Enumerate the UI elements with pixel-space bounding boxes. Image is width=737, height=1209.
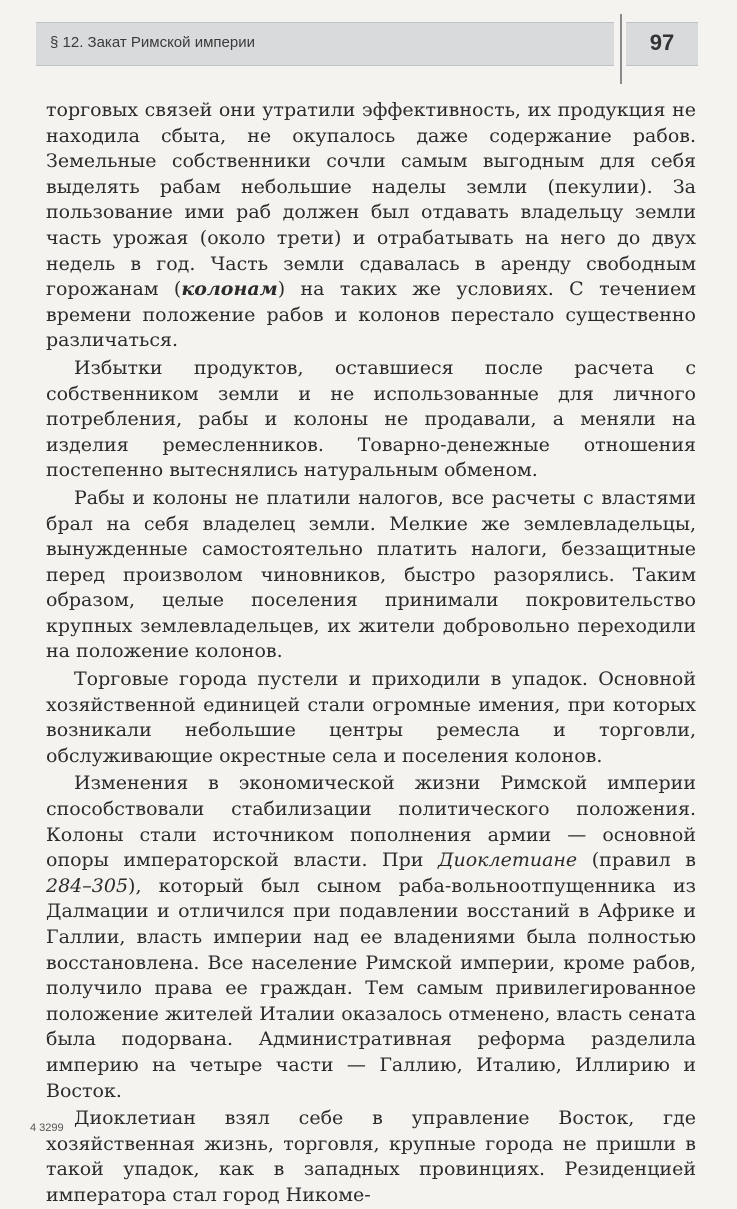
running-header xyxy=(36,22,614,66)
body-text xyxy=(46,98,696,1209)
text-run: Изменения в экономической жизни Римской империи способствовали стабилизации политического положения. Колоны стали источником пополнения армии — основной опоры императорской власти. При xyxy=(46,772,696,872)
paragraph xyxy=(46,356,696,484)
page-number: 97 xyxy=(649,30,675,55)
emphasis-text: 284–305 xyxy=(46,874,129,897)
print-code: 4 3299 xyxy=(30,1122,64,1134)
text-run: торговых связей они утратили эффективность, их продукция не находила сбыта, не окупалось даже содержание рабов. Земельные собственники сочли самым выгодным для себя выделять рабам небольшие наделы земли (пекулии). За пользование ими раб должен был отдавать владельцу земли часть урожая (около трети) и отрабатывать на него до двух недель в год. Часть земли сдавалась в аренду свободным горожанам ( xyxy=(46,99,696,301)
text-run: ), который был сыном раба-вольноотпущенника из Далмации и отличился при подавлении восстаний в Африке и Галлии, власть империи над ее владениями была полностью восстановлена. Все население Римской империи, кроме рабов, получило права ее граждан. Тем самым привилегированное положение жителей Италии оказалось отменено, власть сената была подорвана. Административная реформа разделила империю на четыре части — Галлию, Италию, Иллирию и Восток. xyxy=(46,874,696,1102)
paragraph xyxy=(46,98,696,354)
emphasis-text: Диоклетиане xyxy=(438,849,578,872)
paragraph xyxy=(46,667,696,769)
paragraph xyxy=(46,486,696,665)
text-run: Торговые города пустели и приходили в упадок. Основной хозяйственной единицей стали огромные имения, при которых возникали небольшие центры ремесла и торговли, обслуживающие окрестные села и поселения колонов. xyxy=(46,668,696,767)
header-divider xyxy=(620,14,622,84)
text-run: ) на таких же условиях. С течением времени положение рабов и колонов перестало существенно различаться. xyxy=(46,278,696,352)
emphasis-text: колонам xyxy=(181,278,278,301)
section-title: § 12. Закат Римской империи xyxy=(50,34,255,51)
text-run: Рабы и колоны не платили налогов, все расчеты с властями брал на себя владелец земли. Мелкие же землевладельцы, вынужденные самостоятельно платить налоги, беззащитные перед произволом чиновников, быстро разорялись. Таким образом, целые поселения принимали покровительство крупных землевладельцев, их жители добровольно переходили на положение колонов. xyxy=(46,486,696,663)
text-run: Избытки продуктов, оставшиеся после расчета с собственником земли и не использованные для личного потребления, рабы и колоны не продавали, а меняли на изделия ремесленников. Товарно-денежные отношения постепенно вытеснялись натуральным обменом. xyxy=(46,356,696,482)
paragraph xyxy=(46,1106,696,1208)
page-number-box xyxy=(626,22,698,66)
text-run: (правил в xyxy=(577,849,696,872)
text-run: Диоклетиан взял себе в управление Восток, где хозяйственная жизнь, торговля, крупные города не пришли в такой упадок, как в западных провинциях. Резиденцией императора стал город Никоме- xyxy=(46,1107,696,1206)
paragraph xyxy=(46,771,696,1104)
